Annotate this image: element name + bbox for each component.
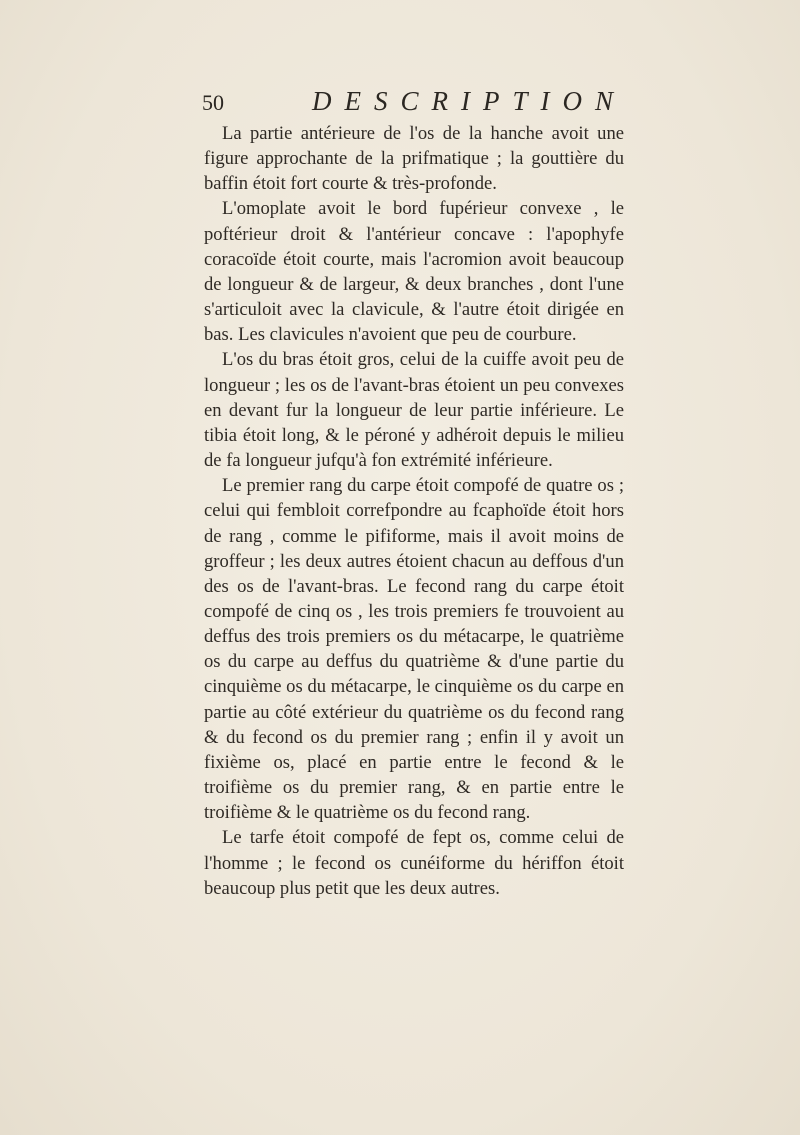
paragraph-tarsus: Le tarfe étoit compofé de fept os, comme celui de l'homme ; le fecond os cunéiforme du hériffon étoit beaucoup plus petit que les deux autres.	[204, 827, 624, 899]
paragraph-carpus: Le premier rang du carpe étoit compofé de quatre os ; celui qui fembloit correfpondre au fcaphoïde étoit hors de rang , comme le pififorme, mais il avoit moins de groffeur ; les deux autres étoient chacun au deffous d'un des os de l'avant-bras. Le fecond rang du carpe étoit compofé de cinq os , les trois premiers fe trouvoient au deffus des trois premiers os du métacarpe, le quatrième os du carpe au deffus du quatrième & d'une partie du cinquième os du métacarpe, le cinquième os du carpe en partie au côté extérieur du quatrième os du fecond rang & du fecond os du premier rang ; enfin il y avoit un fixième os, placé en partie entre le fecond & le troifième os du premier rang, & en partie entre le troifième & le quatrième os du fecond rang.	[204, 475, 624, 824]
paragraph-arm-bones: L'os du bras étoit gros, celui de la cuiffe avoit peu de longueur ; les os de l'avant-bras étoient un peu convexes en devant fur la longueur de leur partie inférieure. Le tibia étoit long, & le péroné y adhéroit depuis le milieu de fa longueur jufqu'à fon extrémité inférieure.	[204, 349, 624, 472]
body-text	[204, 121, 624, 901]
page-header	[202, 86, 626, 120]
running-title: DESCRIPTION	[312, 86, 626, 116]
paragraph-scapula: L'omoplate avoit le bord fupérieur convexe , le poftérieur droit & l'antérieur concave : l'apophyfe coracoïde étoit courte, mais l'acromion avoit beaucoup de longueur & de largeur, & deux branches , dont l'une s'articuloit avec la clavicule, & l'autre étoit dirigée en bas. Les clavicules n'avoient que peu de courbure.	[204, 198, 624, 346]
paragraph-hip-bone: La partie antérieure de l'os de la hanche avoit une figure approchante de la prifmatique ; la gouttière du baffin étoit fort courte & très-profonde.	[204, 123, 624, 195]
page-number: 50	[202, 90, 224, 115]
